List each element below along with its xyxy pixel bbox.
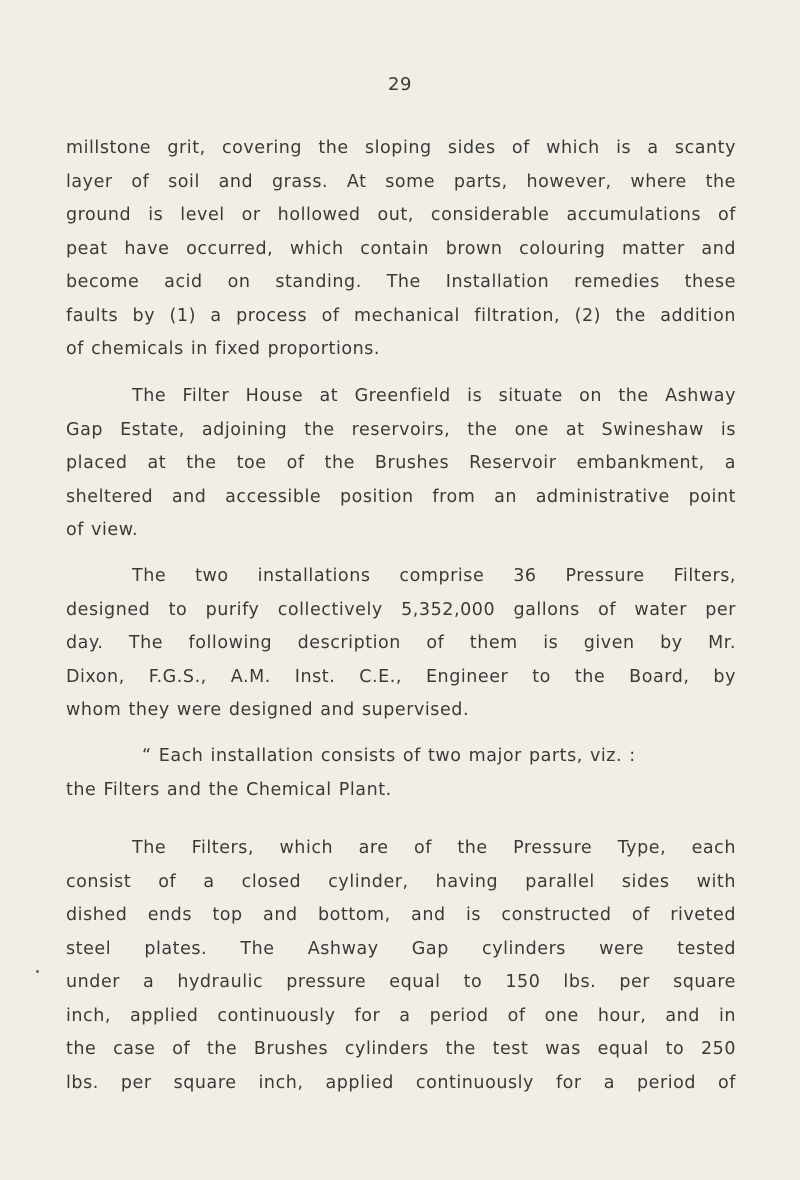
paragraph-2 <box>66 380 736 548</box>
text-line: of view. <box>66 520 139 540</box>
text-line: layer of soil and grass. At some parts, however, where the <box>66 171 736 192</box>
text-line: become acid on standing. The Installation remedies these <box>66 272 736 292</box>
text-line: whom they were designed and supervised. <box>66 700 470 720</box>
text-line: lbs. per square inch, applied continuously for a period of <box>66 1072 736 1093</box>
paragraph-5 <box>66 832 736 1100</box>
text-line: The Filters, which are of the Pressure Type, each <box>132 838 736 858</box>
text-line: steel plates. The Ashway Gap cylinders were tested <box>66 938 736 959</box>
text-line: Gap Estate, adjoining the reservoirs, the one at Swineshaw is <box>66 419 736 440</box>
text-line: Dixon, F.G.S., A.M. Inst. C.E., Engineer to the Board, by <box>66 666 736 687</box>
text-line: under a hydraulic pressure equal to 150 lbs. per square <box>66 972 736 992</box>
text-line: the Filters and the Chemical Plant. <box>66 779 392 800</box>
text-line: peat have occurred, which contain brown colouring matter and <box>66 238 736 259</box>
text-line: inch, applied continuously for a period of one hour, and in <box>66 1005 736 1026</box>
text-line: sheltered and accessible position from an administrative point <box>66 486 736 507</box>
paragraph-1 <box>66 132 736 367</box>
text-line: of chemicals in fixed proportions. <box>66 339 381 359</box>
text-line: the case of the Brushes cylinders the test was equal to 250 <box>66 1039 736 1059</box>
text-line: dished ends top and bottom, and is constructed of riveted <box>66 905 736 925</box>
text-line: day. The following description of them is given by Mr. <box>66 633 736 653</box>
text-line: faults by (1) a process of mechanical filtration, (2) the addition <box>66 305 736 326</box>
text-line: “ Each installation consists of two major parts, viz. : <box>142 746 636 766</box>
text-line: The two installations comprise 36 Pressure Filters, <box>132 566 736 586</box>
text-line: The Filter House at Greenfield is situate on the Ashway <box>132 386 736 406</box>
text-line: designed to purify collectively 5,352,000 gallons of water per <box>66 599 736 620</box>
paragraph-4 <box>66 740 736 807</box>
margin-speck <box>36 970 39 973</box>
text-line: consist of a closed cylinder, having parallel sides with <box>66 871 736 892</box>
text-line: ground is level or hollowed out, considerable accumulations of <box>66 205 736 225</box>
page-number: 29 <box>388 74 412 95</box>
paragraph-3 <box>66 560 736 728</box>
text-line: millstone grit, covering the sloping sides of which is a scanty <box>66 138 736 158</box>
text-line: placed at the toe of the Brushes Reservoir embankment, a <box>66 453 736 473</box>
